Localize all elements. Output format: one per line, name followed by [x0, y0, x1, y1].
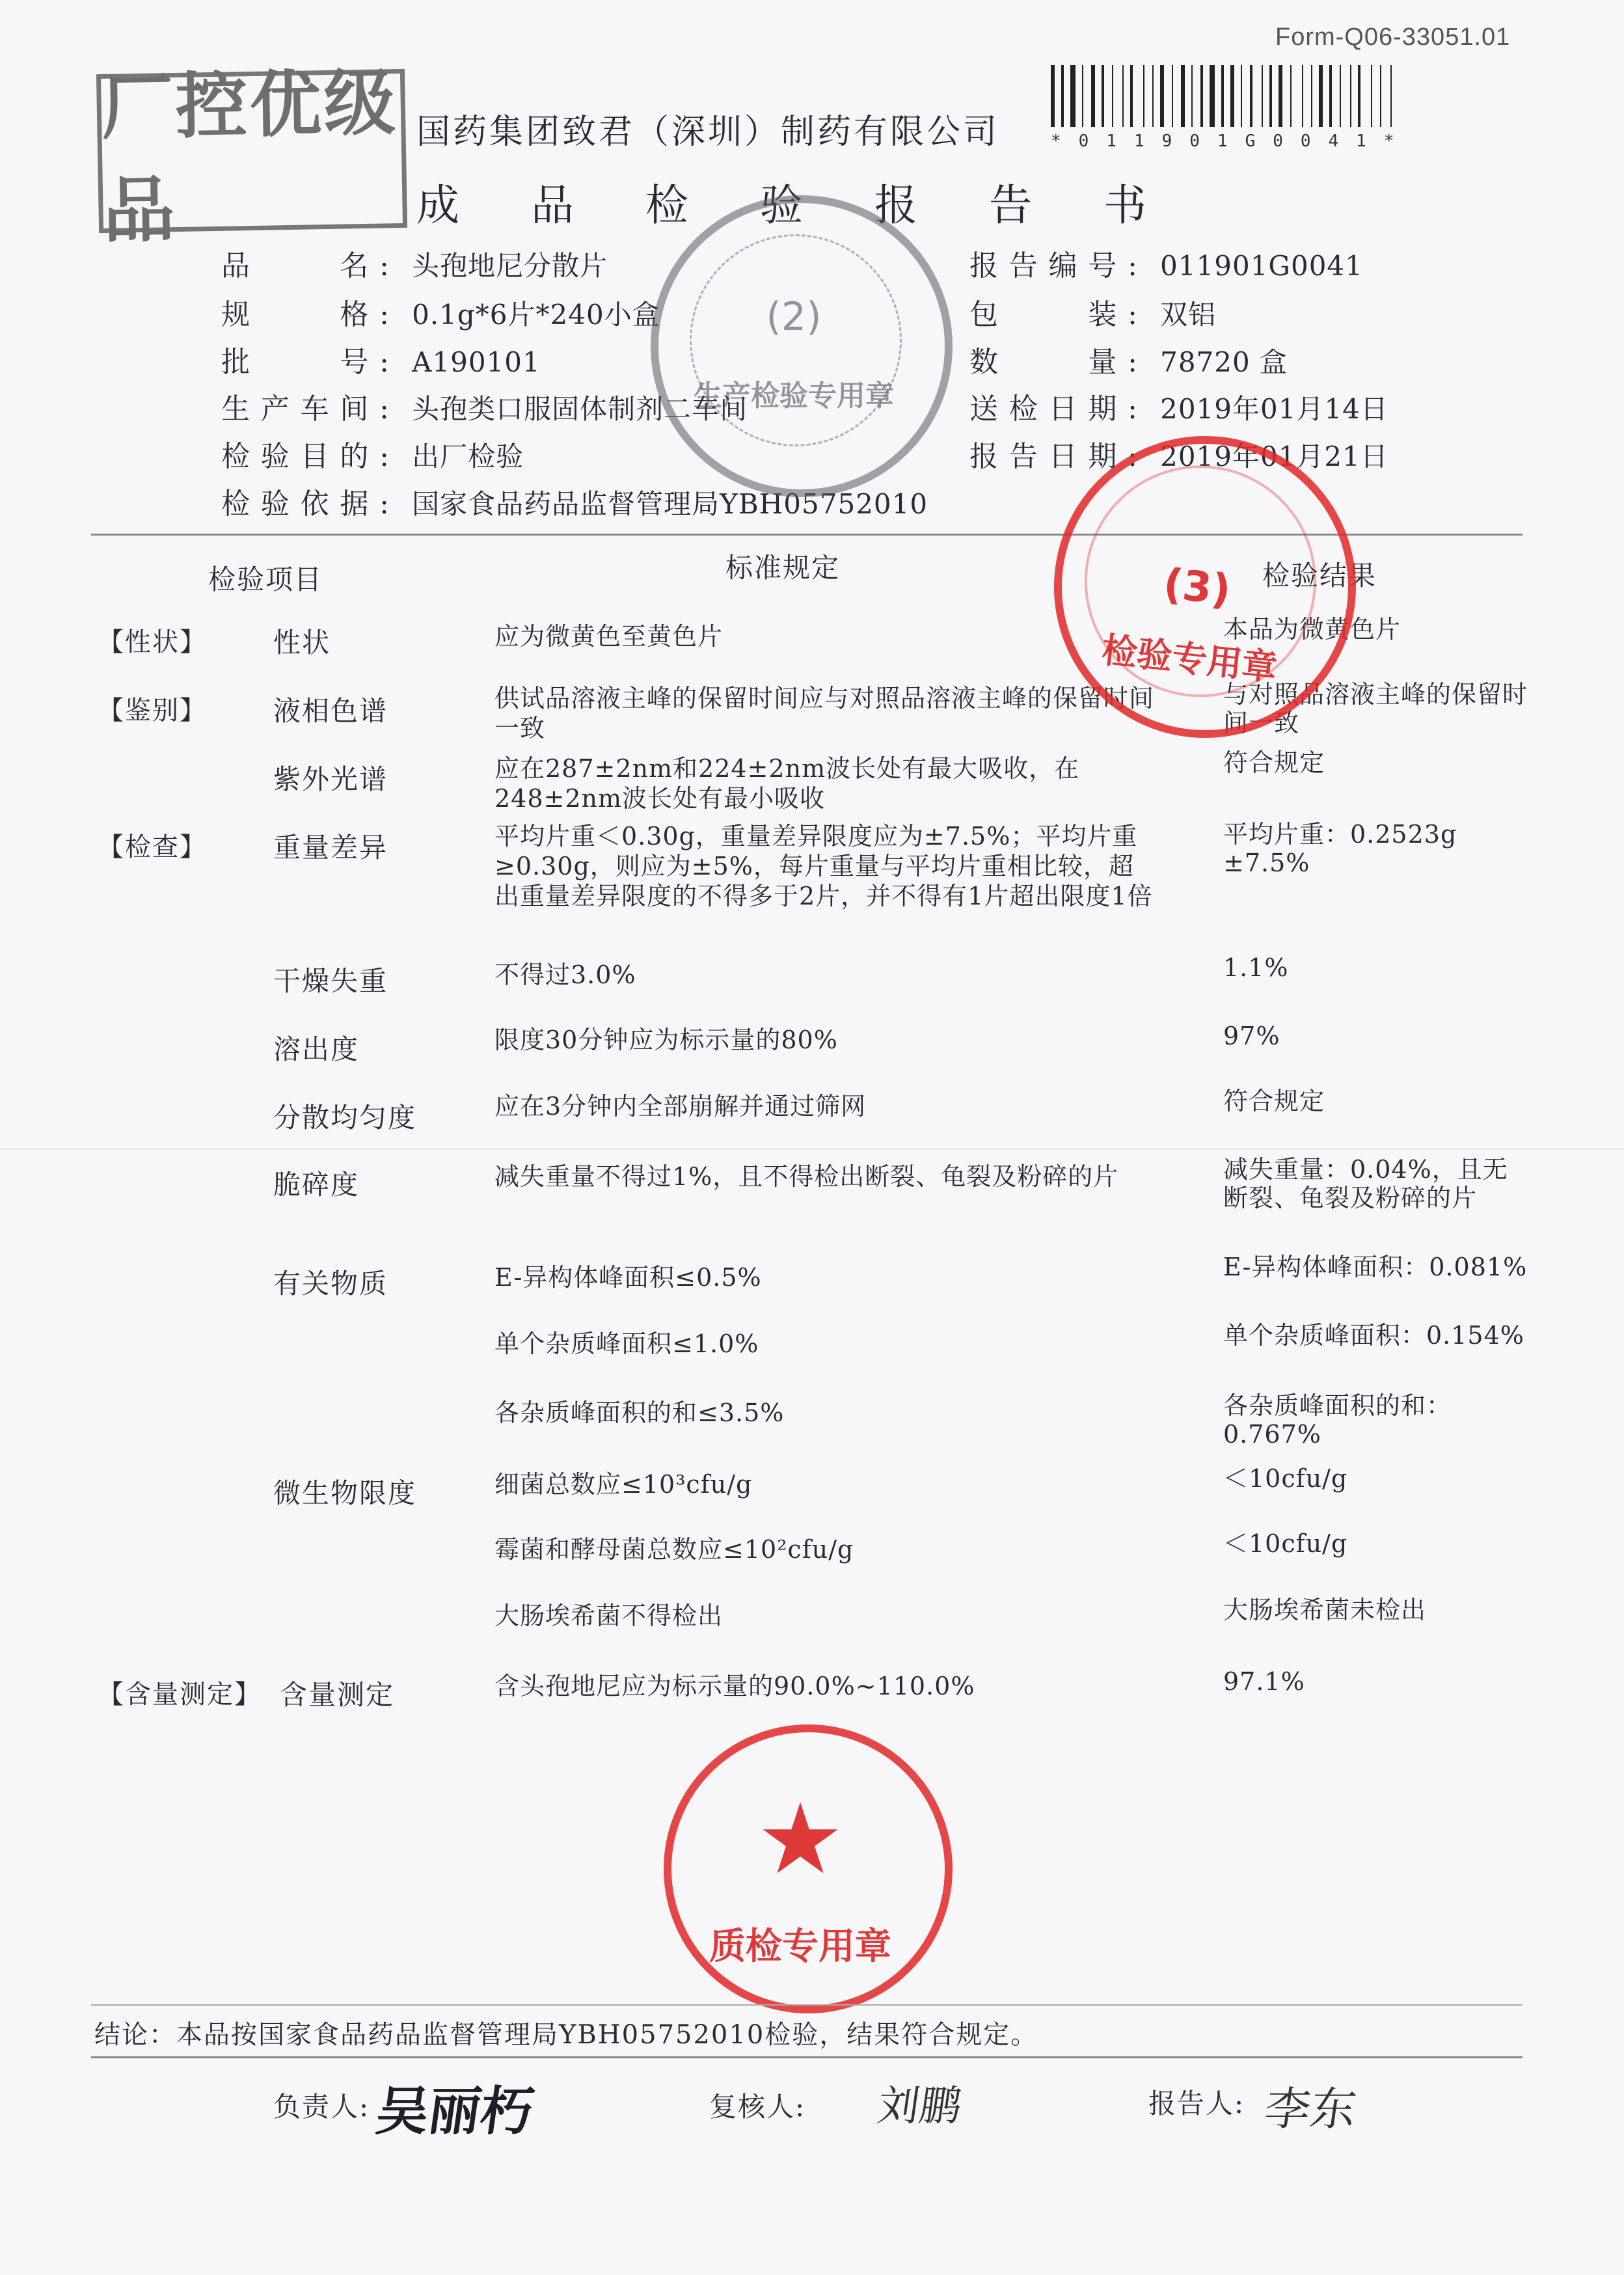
row-category: 【检查】 [98, 832, 207, 862]
barcode-bar [1380, 65, 1381, 127]
barcode-bar [1325, 65, 1327, 127]
barcode-bar [1350, 65, 1351, 127]
barcode-bar [1394, 65, 1397, 127]
barcode-bar [1384, 65, 1388, 127]
row-item: 性状 [273, 627, 331, 659]
responsible-label: 负责人: [273, 2091, 370, 2123]
barcode [1051, 65, 1506, 127]
barcode-number: *011901G0041* [1051, 131, 1412, 151]
barcode-bar [1191, 65, 1193, 127]
row-result: ＜10cfu/g [1223, 1464, 1348, 1493]
row-result: 与对照品溶液主峰的保留时间一致 [1223, 680, 1528, 737]
barcode-bar [1315, 65, 1316, 127]
company-name: 国药集团致君（深圳）制药有限公司 [416, 113, 1000, 152]
barcode-bar [1098, 65, 1099, 127]
meta-label: 包 装: [969, 298, 1139, 331]
row-standard: 供试品溶液主峰的保留时间应与对照品溶液主峰的保留时间一致 [494, 684, 1155, 742]
meta-label: 检验依据: [221, 487, 390, 521]
meta-label: 报告日期: [969, 440, 1139, 473]
seal-production [651, 195, 953, 497]
row-standard: E-异构体峰面积≤0.5% [494, 1263, 762, 1292]
row-result: E-异构体峰面积：0.081% [1223, 1253, 1528, 1281]
barcode-bar [1130, 65, 1133, 127]
meta-value: 出厂检验 [412, 441, 524, 472]
row-standard: 细菌总数应≤10³cfu/g [494, 1470, 753, 1499]
row-result: 符合规定 [1223, 748, 1325, 777]
row-item: 含量测定 [280, 1679, 395, 1711]
barcode-bar [1057, 65, 1059, 127]
row-standard: 应在287±2nm和224±2nm波长处有最大吸收，在248±2nm波长处有最小吸收 [494, 754, 1080, 813]
barcode-bar [1195, 65, 1198, 127]
barcode-bar [1250, 65, 1252, 127]
seal-number: (3) [1161, 560, 1233, 615]
row-item: 溶出度 [273, 1033, 360, 1065]
row-item: 重量差异 [273, 832, 388, 864]
meta-value: 头孢地尼分散片 [412, 250, 608, 282]
barcode-bar [1206, 65, 1207, 127]
row-category: 【性状】 [98, 627, 207, 657]
barcode-bar [1172, 65, 1173, 127]
star-icon: ★ [756, 1783, 845, 1896]
barcode-bar [1167, 65, 1169, 127]
document-title: 成品检验报告书 [416, 180, 1218, 230]
barcode-bar [1358, 65, 1360, 127]
row-result: 大肠埃希菌未检出 [1223, 1596, 1427, 1624]
row-item: 分散均匀度 [273, 1102, 417, 1134]
meta-value: 0.1g*6片*240小盒 [412, 299, 660, 331]
meta-row [969, 291, 1216, 333]
row-category: 【鉴别】 [98, 696, 207, 726]
barcode-bar [1143, 65, 1144, 127]
row-item: 脆碎度 [273, 1169, 360, 1201]
header-standard: 标准规定 [725, 552, 841, 584]
meta-value: 2019年01月21日 [1160, 441, 1388, 472]
seal-caption: 生产检验专用章 [694, 379, 894, 413]
barcode-bar [1262, 65, 1263, 127]
meta-row [969, 242, 1363, 284]
barcode-bar [1147, 65, 1150, 127]
barcode-bar [1051, 65, 1055, 127]
barcode-bar [1390, 65, 1392, 127]
meta-row [221, 242, 608, 284]
row-standard: 减失重量不得过1%，且不得检出断裂、龟裂及粉碎的片 [494, 1162, 1119, 1191]
barcode-bar [1066, 65, 1068, 127]
barcode-bar [1241, 65, 1242, 127]
row-item: 干燥失重 [273, 965, 388, 997]
barcode-bar [1226, 65, 1228, 127]
form-number: Form-Q06-33051.01 [1275, 23, 1511, 51]
meta-label: 送检日期: [969, 392, 1139, 426]
barcode-bar [1122, 65, 1124, 127]
barcode-bar [1210, 65, 1215, 127]
row-standard: 限度30分钟应为标示量的80% [494, 1026, 838, 1054]
meta-value: 78720 盒 [1160, 346, 1288, 378]
barcode-bar [1126, 65, 1128, 127]
seal-number: (2) [766, 294, 822, 340]
row-result: 各杂质峰面积的和：0.767% [1223, 1391, 1452, 1449]
reporter-label: 报告人: [1148, 2088, 1245, 2119]
barcode-bar [1334, 65, 1337, 127]
barcode-bar [1135, 65, 1141, 127]
row-result: 单个杂质峰面积：0.154% [1223, 1321, 1524, 1350]
reporter-signature: 李东 [1261, 2082, 1360, 2136]
barcode-bar [1340, 65, 1341, 127]
seal-inner-ring [690, 234, 902, 446]
barcode-bar [1245, 65, 1247, 127]
conclusion-text: 结论：本品按国家食品药品监督管理局YBH05752010检验，结果符合规定。 [94, 2020, 1038, 2050]
row-item: 液相色谱 [273, 695, 388, 727]
barcode-bar [1061, 65, 1064, 127]
meta-row [221, 338, 541, 380]
row-standard: 霉菌和酵母菌总数应≤10²cfu/g [494, 1535, 854, 1564]
barcode-bar [1311, 65, 1312, 127]
row-standard: 应为微黄色至黄色片 [494, 622, 724, 651]
row-item: 紫外光谱 [273, 763, 388, 795]
meta-value: 国家食品药品监督管理局YBH05752010 [412, 488, 928, 520]
row-item: 微生物限度 [273, 1477, 417, 1509]
reviewer-label: 复核人: [709, 2091, 806, 2123]
barcode-bar [1112, 65, 1113, 127]
barcode-bar [1160, 65, 1164, 127]
row-standard: 应在3分钟内全部崩解并通过筛网 [494, 1092, 867, 1121]
barcode-bar [1290, 65, 1292, 127]
row-standard: 不得过3.0% [494, 960, 636, 989]
meta-label: 数 量: [969, 346, 1139, 379]
barcode-bar [1363, 65, 1368, 127]
barcode-bar [1294, 65, 1299, 127]
barcode-bar [1217, 65, 1219, 127]
seal-caption: 质检专用章 [709, 1926, 891, 1968]
meta-value: 011901G0041 [1160, 250, 1363, 282]
seal-quality-bottom [664, 1724, 953, 2013]
meta-value: 头孢类口服固体制剂二车间 [412, 393, 748, 425]
barcode-bar [1354, 65, 1355, 127]
barcode-bar [1265, 65, 1267, 127]
row-result: 本品为微黄色片 [1223, 615, 1401, 644]
row-result: 平均片重：0.2523g ±7.5% [1223, 820, 1457, 877]
barcode-bar [1230, 65, 1234, 127]
row-category: 【含量测定】 [98, 1680, 262, 1710]
meta-label: 生产车间: [221, 392, 390, 426]
row-result: 减失重量：0.04%，且无断裂、龟裂及粉碎的片 [1223, 1155, 1508, 1212]
barcode-bar [1319, 65, 1323, 127]
barcode-bar [1371, 65, 1372, 127]
row-result: 符合规定 [1223, 1087, 1325, 1115]
barcode-bar [1107, 65, 1109, 127]
barcode-bar [1082, 65, 1083, 127]
barcode-bar [1102, 65, 1104, 127]
barcode-bar [1176, 65, 1178, 127]
row-result: 97% [1223, 1022, 1280, 1050]
factory-grade-stamp: 厂控优级品 [96, 69, 407, 233]
row-standard: 单个杂质峰面积≤1.0% [494, 1329, 759, 1358]
meta-row [221, 291, 660, 333]
barcode-bar [1329, 65, 1332, 127]
barcode-bar [1344, 65, 1347, 127]
barcode-bar [1275, 65, 1276, 127]
meta-row [969, 338, 1288, 380]
barcode-bar [1078, 65, 1079, 127]
row-item: 有关物质 [273, 1268, 388, 1300]
barcode-bar [1200, 65, 1203, 127]
row-result: 97.1% [1223, 1667, 1305, 1696]
paper-fold-line [0, 1149, 1624, 1150]
header-item: 检验项目 [208, 564, 323, 595]
meta-label: 检验目的: [221, 440, 390, 473]
barcode-bar [1306, 65, 1308, 127]
header-result: 检验结果 [1262, 560, 1377, 592]
reviewer-signature: 刘鹏 [874, 2082, 965, 2131]
barcode-bar [1285, 65, 1288, 127]
row-standard: 含头孢地尼应为标示量的90.0%~110.0% [494, 1672, 975, 1700]
barcode-bar [1181, 65, 1185, 127]
barcode-bar [1070, 65, 1076, 127]
meta-label: 批 号: [221, 346, 390, 379]
row-result: 1.1% [1223, 953, 1289, 982]
meta-label: 品 名: [221, 249, 390, 282]
barcode-bar [1279, 65, 1282, 127]
meta-label: 报告编号: [969, 249, 1139, 282]
barcode-bar [1091, 65, 1095, 127]
meta-label: 规 格: [221, 298, 390, 331]
meta-value: A190101 [412, 346, 541, 378]
barcode-bar [1187, 65, 1189, 127]
conclusion-top-divider [91, 2004, 1522, 2006]
barcode-bar [1237, 65, 1238, 127]
meta-value: 双铝 [1160, 299, 1217, 331]
row-standard: 大肠埃希菌不得检出 [494, 1601, 724, 1630]
row-standard: 平均片重＜0.30g，重量差异限度应为±7.5%；平均片重≥0.30g，则应为±5%，每片重量与平均片重相比较，超出重量差异限度的不得多于2片，并不得有1片超出限度1倍 [494, 822, 1153, 910]
barcode-bar [1375, 65, 1377, 127]
barcode-bar [1116, 65, 1120, 127]
row-result: ＜10cfu/g [1223, 1529, 1348, 1558]
barcode-bar [1152, 65, 1154, 127]
seal-caption: 检验专用章 [1100, 629, 1279, 689]
meta-row [969, 385, 1388, 427]
barcode-bar [1221, 65, 1224, 127]
barcode-bar [1302, 65, 1303, 127]
barcode-bar [1086, 65, 1089, 127]
barcode-bar [1269, 65, 1272, 127]
meta-row [221, 433, 524, 474]
barcode-bar [1156, 65, 1157, 127]
conclusion-bottom-divider [91, 2056, 1522, 2058]
row-standard: 各杂质峰面积的和≤3.5% [494, 1398, 785, 1427]
responsible-signature: 吴丽朽 [372, 2081, 537, 2142]
meta-value: 2019年01月14日 [1160, 393, 1388, 425]
barcode-bar [1255, 65, 1259, 127]
